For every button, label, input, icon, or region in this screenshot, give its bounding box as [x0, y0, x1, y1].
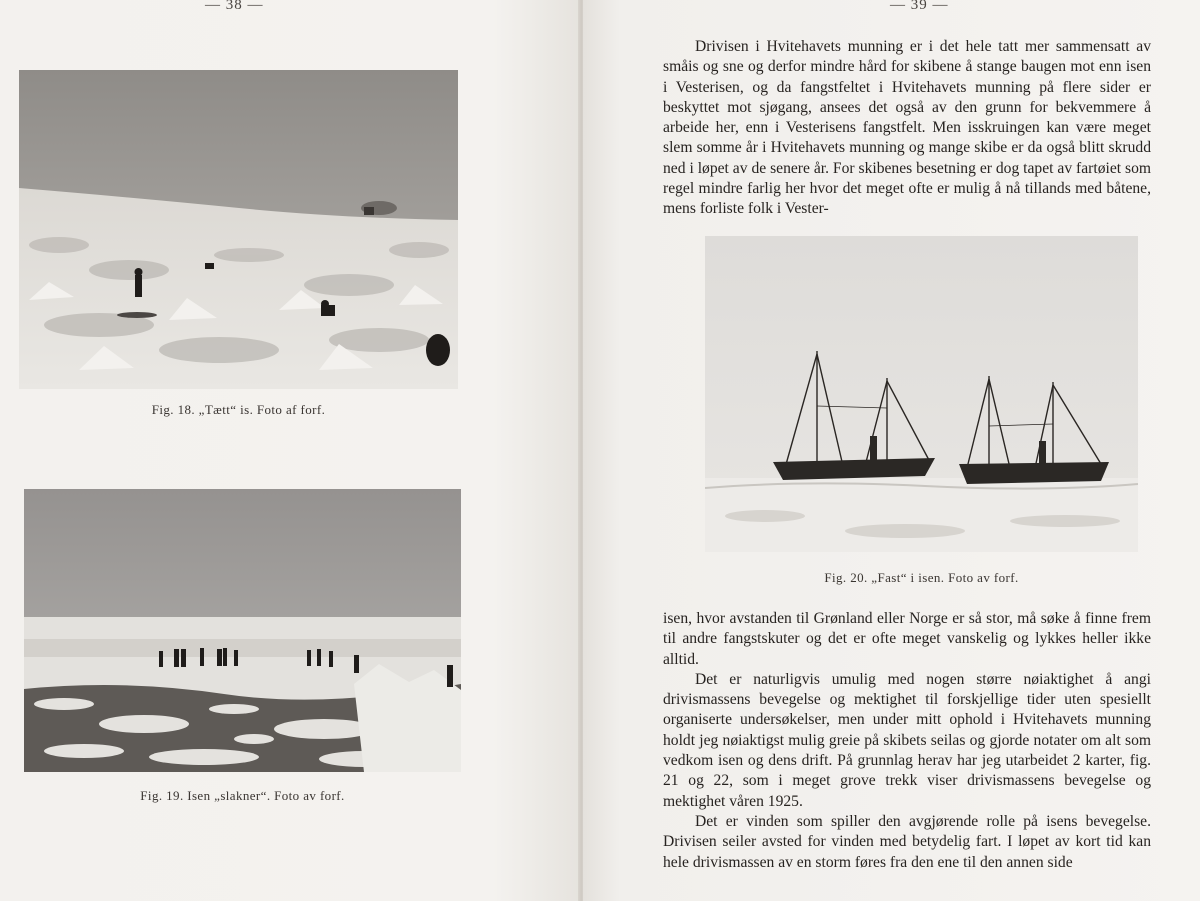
figure-19-photo: [24, 489, 461, 772]
page-number-38: — 38 —: [205, 0, 264, 13]
paragraph: Drivisen i Hvitehavets munning er i det hele tatt mer sammensatt av småis og sne og derfor mindre hård for skibene å stange baugen mot enn isen i Vesterisen, og da fangstfeltet i Hvitehavets munning på flere sider er beskyttet mot sjøgang, ansees det også av den grunn for bekvemmere å arbeide her, enn i Vesterisens fangstfelt. Men isskruingen kan være meget slem somme år i Hvitehavets munning og mange skibe er da også blitt skrudd ned i løpet av de senere år. For skibenes besetning er dog tapet av fartøiet som regel mindre farlig her hvor det meget ofte er mulig å nå tillands med båtene, mens forliste folk i Vester-: [663, 38, 1151, 218]
body-text-bottom: [663, 609, 1151, 873]
paragraph: Det er vinden som spiller den avgjørende rolle på isens bevegelse. Drivisen seiler avsted for vinden med betydelig fart. I løpet av kort tid kan hele drivismassen av en storm føres fra den ene til den annen side: [663, 812, 1151, 871]
left-page: [0, 0, 580, 901]
paragraph: Det er naturligvis umulig med nogen større nøiaktighet å angi drivismassens bevegelse og mektighet til forskjellige tider uten spesiellt organiserte undersøkelser, men under mitt ophold i Hvitehavets munning holdt jeg nøiaktigst mulig greie på skibets seilas og gjorde notater om alt som vedkom isen og dens drift. På grunnlag herav har jeg utarbeidet 2 karter, fig. 21 og 22, som i meget grove trekk viser drivismassens bevegelse og mektighet våren 1925.: [663, 670, 1151, 810]
figure-18-caption: Fig. 18. „Tætt“ is. Foto af forf.: [151, 402, 326, 417]
figure-18-photo: [19, 70, 458, 389]
page-number-39: — 39 —: [890, 0, 949, 13]
body-text-top: [663, 37, 1151, 220]
figure-20-photo: [705, 236, 1138, 552]
figure-20-caption: Fig. 20. „Fast“ i isen. Foto av forf.: [824, 570, 1019, 585]
paragraph: isen, hvor avstanden til Grønland eller Norge er så stor, må søke å finne frem til andre fangstskuter og det er ofte meget vanskelig og lykkes heller ikke alltid.: [663, 610, 1151, 668]
figure-19-caption: Fig. 19. Isen „slakner“. Foto av forf.: [140, 788, 345, 803]
